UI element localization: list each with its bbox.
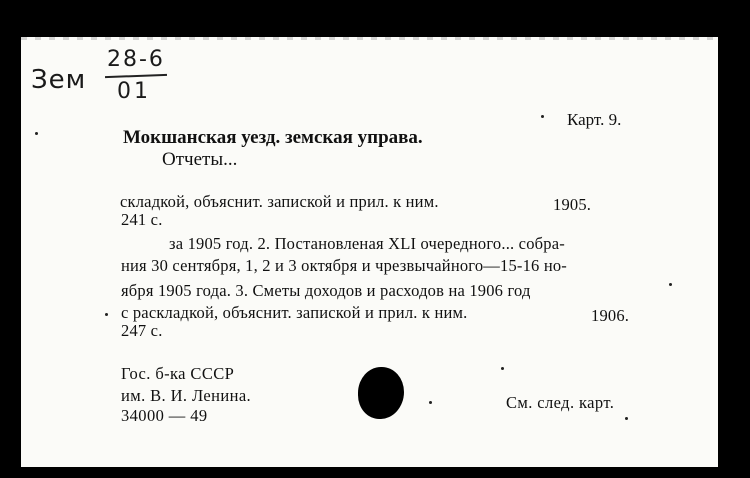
library-line-1: Гос. б-ка СССР	[121, 364, 235, 383]
library-line-3: 34000 — 49	[121, 406, 208, 425]
year-1905: 1905.	[553, 195, 592, 214]
speck	[35, 132, 38, 135]
handwritten-numerator: 28-6	[107, 47, 165, 72]
body-line-2: 241 с.	[121, 210, 163, 229]
year-1906: 1906.	[591, 306, 630, 325]
speck	[429, 401, 432, 404]
body-line-5: ября 1905 года. 3. Сметы доходов и расходов на 1906 год	[121, 281, 531, 300]
card-number: Карт. 9.	[567, 110, 622, 129]
speck	[669, 283, 672, 286]
see-next-card: См. след. карт.	[506, 393, 615, 412]
speck	[541, 115, 544, 118]
catalog-card	[21, 37, 718, 467]
handwritten-prefix: Зем	[31, 65, 87, 95]
speck	[501, 367, 504, 370]
body-line-1: складкой, объяснит. запиской и прил. к ним.	[120, 192, 439, 211]
handwritten-fraction-bar	[105, 74, 167, 78]
body-line-6: с раскладкой, объяснит. запиской и прил. к ним.	[121, 303, 468, 322]
speck	[625, 417, 628, 420]
card-title: Мокшанская уезд. земская управа.	[123, 127, 423, 148]
card-edge	[21, 37, 718, 40]
body-line-3: за 1905 год. 2. Постановленая XLI очередного... собра-	[169, 234, 565, 253]
body-line-7: 247 с.	[121, 321, 163, 340]
handwritten-denominator: 01	[117, 79, 151, 104]
card-subtitle: Отчеты...	[162, 149, 238, 170]
library-line-2: им. В. И. Ленина.	[121, 386, 252, 405]
speck	[105, 313, 108, 316]
ink-blot	[358, 367, 404, 419]
body-line-4: ния 30 сентября, 1, 2 и 3 октября и чрезвычайного—15-16 но-	[121, 256, 567, 275]
